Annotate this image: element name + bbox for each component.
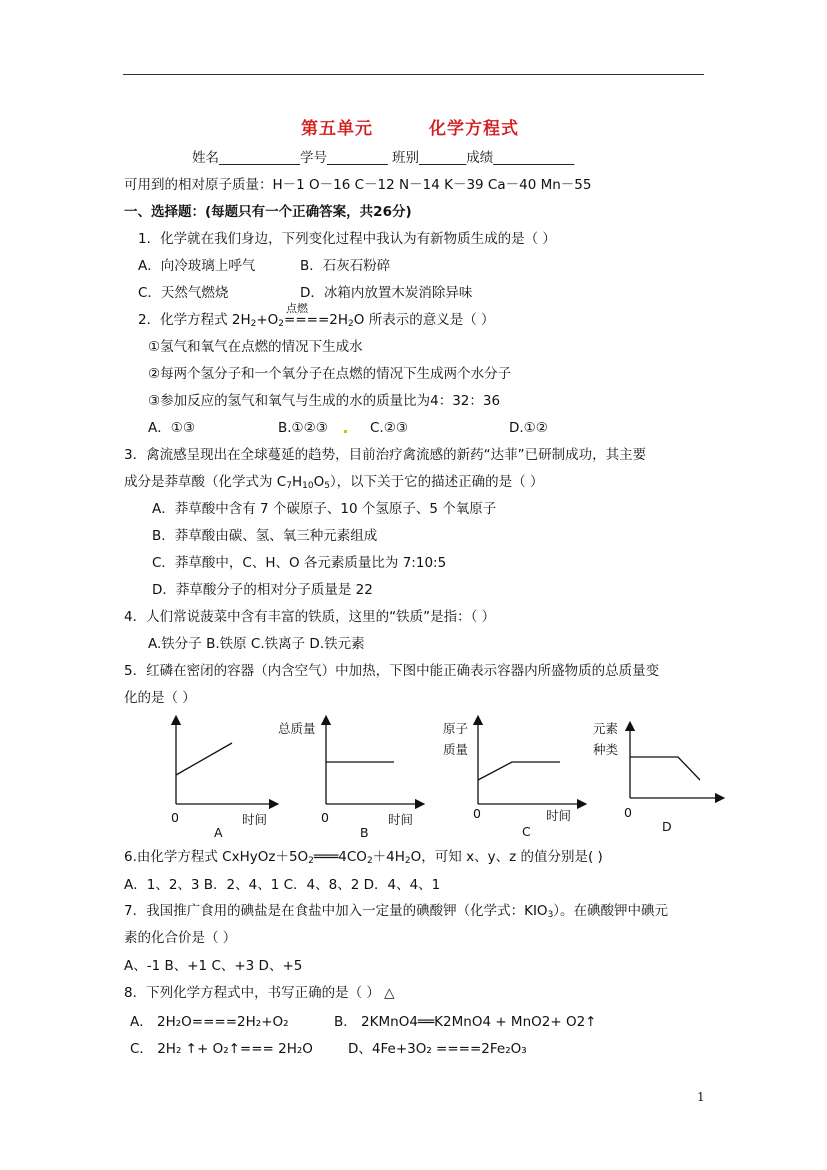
- q2-option-d: D.①②: [509, 420, 548, 436]
- graph-a-letter: A: [214, 825, 223, 840]
- q2-item-3: ③参加反应的氢气和氧气与生成的水的质量比为4：32：36: [148, 393, 501, 409]
- graph-c-letter: C: [522, 824, 531, 839]
- graph-c-ylabel-2: 质量: [443, 742, 469, 757]
- graph-b-letter: B: [360, 825, 369, 840]
- q3-option-d: D．莽草酸分子的相对分子质量是 22: [152, 582, 373, 598]
- q7-options: A、-1 B、+1 C、+3 D、+5: [124, 958, 303, 974]
- graph-a-xlabel: 时间: [242, 812, 268, 827]
- q7-stem-line2: 素的化合价是（ ）: [124, 930, 237, 946]
- q2-item-2: ②每两个氢分子和一个氧分子在点燃的情况下生成两个水分子: [148, 366, 512, 382]
- q2-option-c: C.②③: [370, 420, 408, 436]
- graph-d-ylabel-2: 种类: [593, 742, 619, 757]
- q1-option-b: B．石灰石粉碎: [300, 258, 391, 274]
- q7-stem-line1: 7．我国推广食用的碘盐是在食盐中加入一定量的碘酸钾（化学式：$KIO_3$）。在碘酸钾中碘元: [124, 903, 669, 920]
- q3-option-c: C．莽草酸中，C、H、O 各元素质量比为 7:10:5: [152, 555, 447, 571]
- q6-options: A．1、2、3 B．2、4、1 C．4、8、2 D．4、4、1: [124, 877, 441, 893]
- section-heading: 一、选择题：(每题只有一个正确答案，共26分): [124, 204, 412, 220]
- q8-option-a: A． 2H₂O====2H₂+O₂: [130, 1014, 289, 1030]
- graph-a-curve: [176, 743, 232, 775]
- q8-option-d: D、4Fe+3O₂ ====2Fe₂O₃: [348, 1041, 527, 1057]
- q2-stem: 2．化学方程式 $2H_2+O_2====2H_2O$ 所表示的意义是（ ）: [138, 312, 495, 329]
- q1-option-a: A．向冷玻璃上呼气: [138, 258, 256, 274]
- q2-reaction-condition: 点燃: [286, 302, 308, 315]
- q4-options: A.铁分子 B.铁原 C.铁离子 D.铁元素: [148, 636, 365, 652]
- graph-d-origin: 0: [624, 805, 632, 820]
- graph-d-curve: [630, 757, 700, 780]
- q1-stem: 1．化学就在我们身边，下列变化过程中我认为有新物质生成的是（ ）: [138, 231, 556, 247]
- q1-option-d: D．冰箱内放置木炭消除异味: [300, 285, 473, 301]
- q3-option-b: B．莽草酸由碳、氢、氧三种元素组成: [152, 528, 378, 544]
- q8-option-c: C． 2H₂ ↑+ O₂↑=== 2H₂O: [130, 1041, 313, 1057]
- student-info-line: 姓名____________学号_________ 班别_______成绩____________: [192, 150, 575, 166]
- q6-stem: 6.由化学方程式 $CxHyOz+5O_2═══4CO_2+4H_2O$，可知 x、y、z 的值分别是( ): [124, 849, 603, 866]
- graph-b-xlabel: 时间: [388, 812, 414, 827]
- graph-b-ylabel: 总质量: [278, 721, 316, 736]
- q8-stem: 8．下列化学方程式中，书写正确的是（ ） △: [124, 985, 395, 1001]
- q5-stem-line2: 化的是（ ）: [124, 690, 196, 706]
- graph-b-origin: 0: [321, 810, 329, 825]
- page-number: 1: [697, 1090, 705, 1104]
- graph-c-ylabel-1: 原子: [443, 721, 469, 736]
- graph-d-letter: D: [662, 819, 672, 834]
- graph-c-origin: 0: [473, 806, 481, 821]
- q8-option-b: B． 2KMnO4══K2MnO4 + MnO2+ O2↑: [334, 1014, 597, 1030]
- atomic-masses-line: 可用到的相对原子质量：H－1 O－16 C－12 N－14 K－39 Ca－40 Mn－55: [124, 177, 592, 193]
- graph-c-xlabel: 时间: [546, 808, 572, 823]
- graph-a-origin: 0: [171, 810, 179, 825]
- q3-stem-line1: 3．禽流感呈现出在全球蔓延的趋势，目前治疗禽流感的新药“达菲”已研制成功，其主要: [124, 447, 647, 463]
- graph-d-ylabel-1: 元素: [593, 721, 619, 736]
- q2-item-1: ①氢气和氧气在点燃的情况下生成水: [148, 339, 363, 355]
- q2-option-a: A．①③: [148, 420, 195, 436]
- q3-option-a: A．莽草酸中含有 7 个碳原子、10 个氢原子、5 个氧原子: [152, 501, 497, 517]
- title-topic: 化学方程式: [429, 119, 519, 139]
- q3-stem-line2: 成分是莽草酸（化学式为 $C_7H_{10}O_5$），以下关于它的描述正确的是（ ）: [124, 474, 544, 491]
- q4-stem: 4．人们常说菠菜中含有丰富的铁质，这里的“铁质”是指：（ ）: [124, 609, 496, 625]
- graph-c-curve: [478, 762, 560, 780]
- q1-option-c: C．天然气燃烧: [138, 285, 229, 301]
- q2-option-b: B.①②③: [278, 420, 328, 436]
- q5-stem-line1: 5．红磷在密闭的容器（内含空气）中加热，下图中能正确表示容器内所盛物质的总质量变: [124, 663, 660, 679]
- title-unit: 第五单元: [301, 119, 373, 139]
